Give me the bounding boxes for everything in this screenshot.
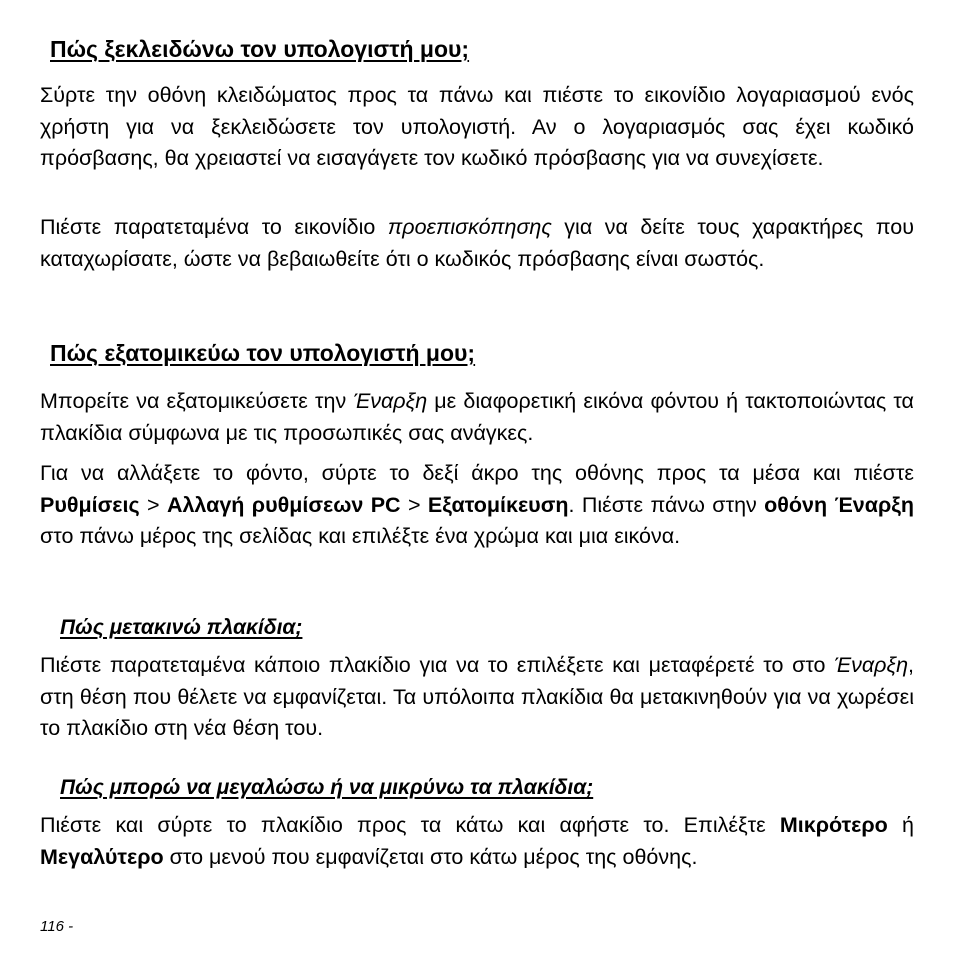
separator-text: > <box>139 492 167 517</box>
paragraph-text: στο μενού που εμφανίζεται στο κάτω μέρος της οθόνης. <box>163 844 698 869</box>
bold-text: Ρυθμίσεις <box>40 492 140 517</box>
section-heading-unlock <box>50 36 469 63</box>
heading-text: Πώς μπορώ να μεγαλώσω ή να μικρύνω τα πλακίδια; <box>60 776 594 799</box>
bold-text: Μικρότερο <box>779 813 888 837</box>
page-number: 116 - <box>40 918 74 935</box>
paragraph-text: με διαφορετική εικόνα φόντου ή τακτοποιώντας τα πλακίδια σύμφωνα με τις προσωπικές σας ανάγκες. <box>40 389 914 445</box>
paragraph-resize-tiles <box>40 810 914 873</box>
subsection-heading-resize-tiles <box>60 776 593 800</box>
paragraph-text: Σύρτε την οθόνη κλειδώματος προς τα πάνω και πιέστε το εικονίδιο λογαριασμού ενός χρήστη για να ξεκλειδώσετε τον υπολογιστή. Αν ο λογαριασμός σας έχει κωδικό πρόσβασης, θα χρειαστεί να εισαγάγετε τον κωδικό πρόσβασης για να συνεχίσετε. <box>40 83 914 170</box>
paragraph-text: Πιέστε παρατεταμένα κάποιο πλακίδιο για να το επιλέξετε και μεταφέρετέ το στο <box>40 653 835 677</box>
paragraph-text: για να δείτε τους χαρακτήρες που καταχωρίσατε, ώστε να βεβαιωθείτε ότι ο κωδικός πρόσβασης είναι σωστός. <box>40 215 914 271</box>
paragraph-text: Πιέστε και σύρτε το πλακίδιο προς τα κάτω και αφήστε το. Επιλέξτε <box>40 813 780 837</box>
paragraph-text: Πιέστε παρατεταμένα το εικονίδιο <box>40 215 388 239</box>
emphasis-text: Έναρξη <box>353 389 428 413</box>
paragraph-text: Για να αλλάξετε το φόντο, σύρτε το δεξί άκρο της οθόνης προς τα μέσα και πιέστε <box>40 461 914 485</box>
heading-text: Πώς εξατομικεύω τον υπολογιστή μου; <box>50 340 476 366</box>
bold-text: Μεγαλύτερο <box>40 844 164 869</box>
separator-text: > <box>400 492 428 517</box>
paragraph-personalize-start <box>40 386 914 449</box>
emphasis-text: προεπισκόπησης <box>387 215 552 239</box>
paragraph-text: Μπορείτε να εξατομικεύσετε την <box>40 389 354 413</box>
paragraph-unlock-instructions <box>40 80 914 175</box>
heading-text: Πώς μετακινώ πλακίδια; <box>60 616 303 639</box>
paragraph-change-background <box>40 458 914 553</box>
paragraph-move-tiles <box>40 650 914 745</box>
subsection-heading-move-tiles <box>60 616 302 640</box>
paragraph-text: . Πιέστε πάνω στην <box>568 492 765 517</box>
paragraph-preview-password <box>40 212 914 275</box>
bold-text: Εξατομίκευση <box>427 492 569 517</box>
heading-text: Πώς ξεκλειδώνω τον υπολογιστή μου; <box>50 36 470 62</box>
bold-text: οθόνη Έναρξη <box>764 492 914 517</box>
paragraph-text: ή <box>887 813 914 837</box>
paragraph-text: στο πάνω μέρος της σελίδας και επιλέξτε ένα χρώμα και μια εικόνα. <box>40 524 681 548</box>
paragraph-text: , στη θέση που θέλετε να εμφανίζεται. Τα υπόλοιπα πλακίδια θα μετακινηθούν για να χωρέσει το πλακίδιο στη νέα θέση του. <box>40 653 914 740</box>
bold-text: Αλλαγή ρυθμίσεων PC <box>166 492 401 517</box>
section-heading-personalize <box>50 340 475 367</box>
emphasis-text: Έναρξη <box>834 653 909 677</box>
